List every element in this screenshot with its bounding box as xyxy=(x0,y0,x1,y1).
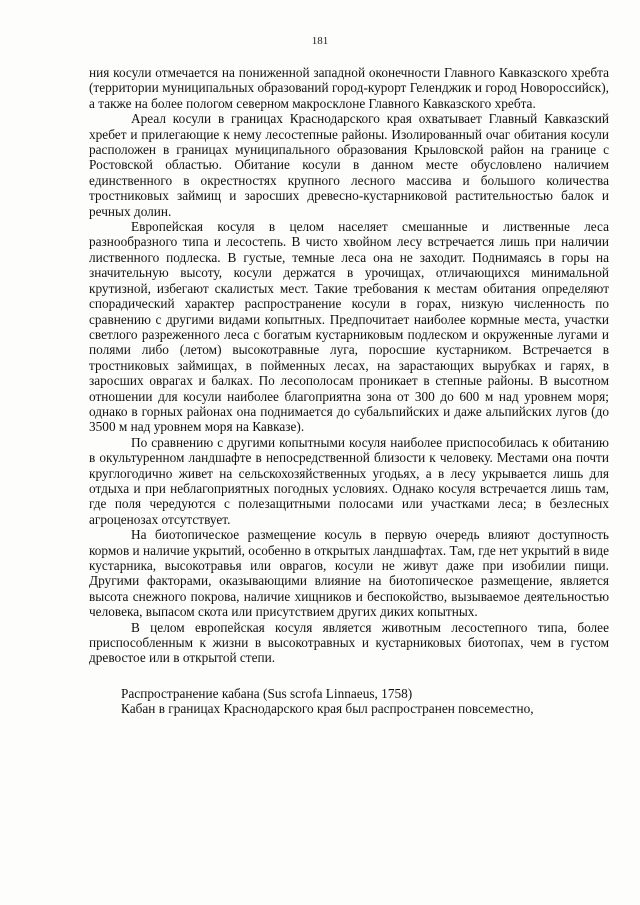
paragraph: По сравнению с другими копытными косуля наиболее приспособилась к обитанию в окультуренном ландшафте в непосредственной близости к человеку. Местами она почти круглогодично живет на сельскохозяйственных угодьях, а в лесу укрывается лишь для отдыха и при неблагоприятных погодных условиях. Однако косуля встречается лишь там, где поля чередуются с полезащитными полосами или участками леса; в безлесных агроценозах отсутствует. xyxy=(89,434,609,527)
section-heading: Распространение кабана (Sus scrofa Linnaeus, 1758) xyxy=(121,685,413,701)
paragraph: В целом европейская косуля является животным лесостепного типа, более приспособленным к жизни в высокотравных и кустарниковых биотопах, чем в густом древостое или в открытой степи. xyxy=(89,619,609,666)
paragraph: Кабан в границах Краснодарского края был распространен повсеместно, xyxy=(121,701,534,717)
paragraph: ния косули отмечается на пониженной западной оконечности Главного Кавказского хребта (территории муниципальных образований город-курорт Геленджик и город Новороссийск), а также на более пологом северном макросклоне Главного Кавказского хребта. xyxy=(89,65,609,111)
paragraph: Европейская косуля в целом населяет смешанные и лиственные леса разнообразного типа и лесостепь. В чисто хвойном лесу встречается лишь при наличии лиственного подлеска. В густые, темные леса она не заходит. Поднимаясь в горы на значительную высоту, косули держатся в урочищах, отличающихся минимальной крутизной, избегают скалистых мест. Такие требования к местам обитания определяют спорадический характер распространение косули в горах, низкую численность по сравнению с другими видами копытных. Предпочитает наиболее кормные места, участки светлого разреженного леса с богатым кустарниковым подлеском и окруженные лугами и полями либо (летом) высокотравные луга, поросшие кустарником. Встречается в тростниковых займищах, в пойменных лесах, на зарастающих вырубках и гарях, в заросших оврагах и балках. По лесополосам проникает в степные районы. В высотном отношении для косули наиболее благоприятна зона от 300 до 600 м над уровнем моря; однако в горных районах она поднимается до субальпийских и даже альпийских лугов (до 3500 м над уровнем моря на Кавказе). xyxy=(89,219,609,435)
paragraph: Ареал косули в границах Краснодарского края охватывает Главный Кавказский хребет и прилегающие к нему лесостепные районы. Изолированный очаг обитания косули расположен в границах муниципального образования Крыловской район на границе с Ростовской областью. Обитание косули в данном месте обусловлено наличием единственного в окрестностях крупного лесного массива и большого количества тростниковых займищ и заросших древесно-кустарниковой растительностью балок и речных долин. xyxy=(89,111,609,219)
page-body xyxy=(89,65,609,717)
page-number: 181 xyxy=(311,35,329,47)
paragraph: На биотопическое размещение косуль в первую очередь влияют доступность кормов и наличие укрытий, особенно в открытых ландшафтах. Там, где нет укрытий в виде кустарника, высокотравья или оврагов, косули не живут даже при изобилии пищи. Другими факторами, оказывающими влияние на биотопическое размещение, является высота снежного покрова, наличие хищников и беспокойство, вызываемое деятельностью человека, выпасом скота или присутствием других диких копытных. xyxy=(89,527,609,620)
